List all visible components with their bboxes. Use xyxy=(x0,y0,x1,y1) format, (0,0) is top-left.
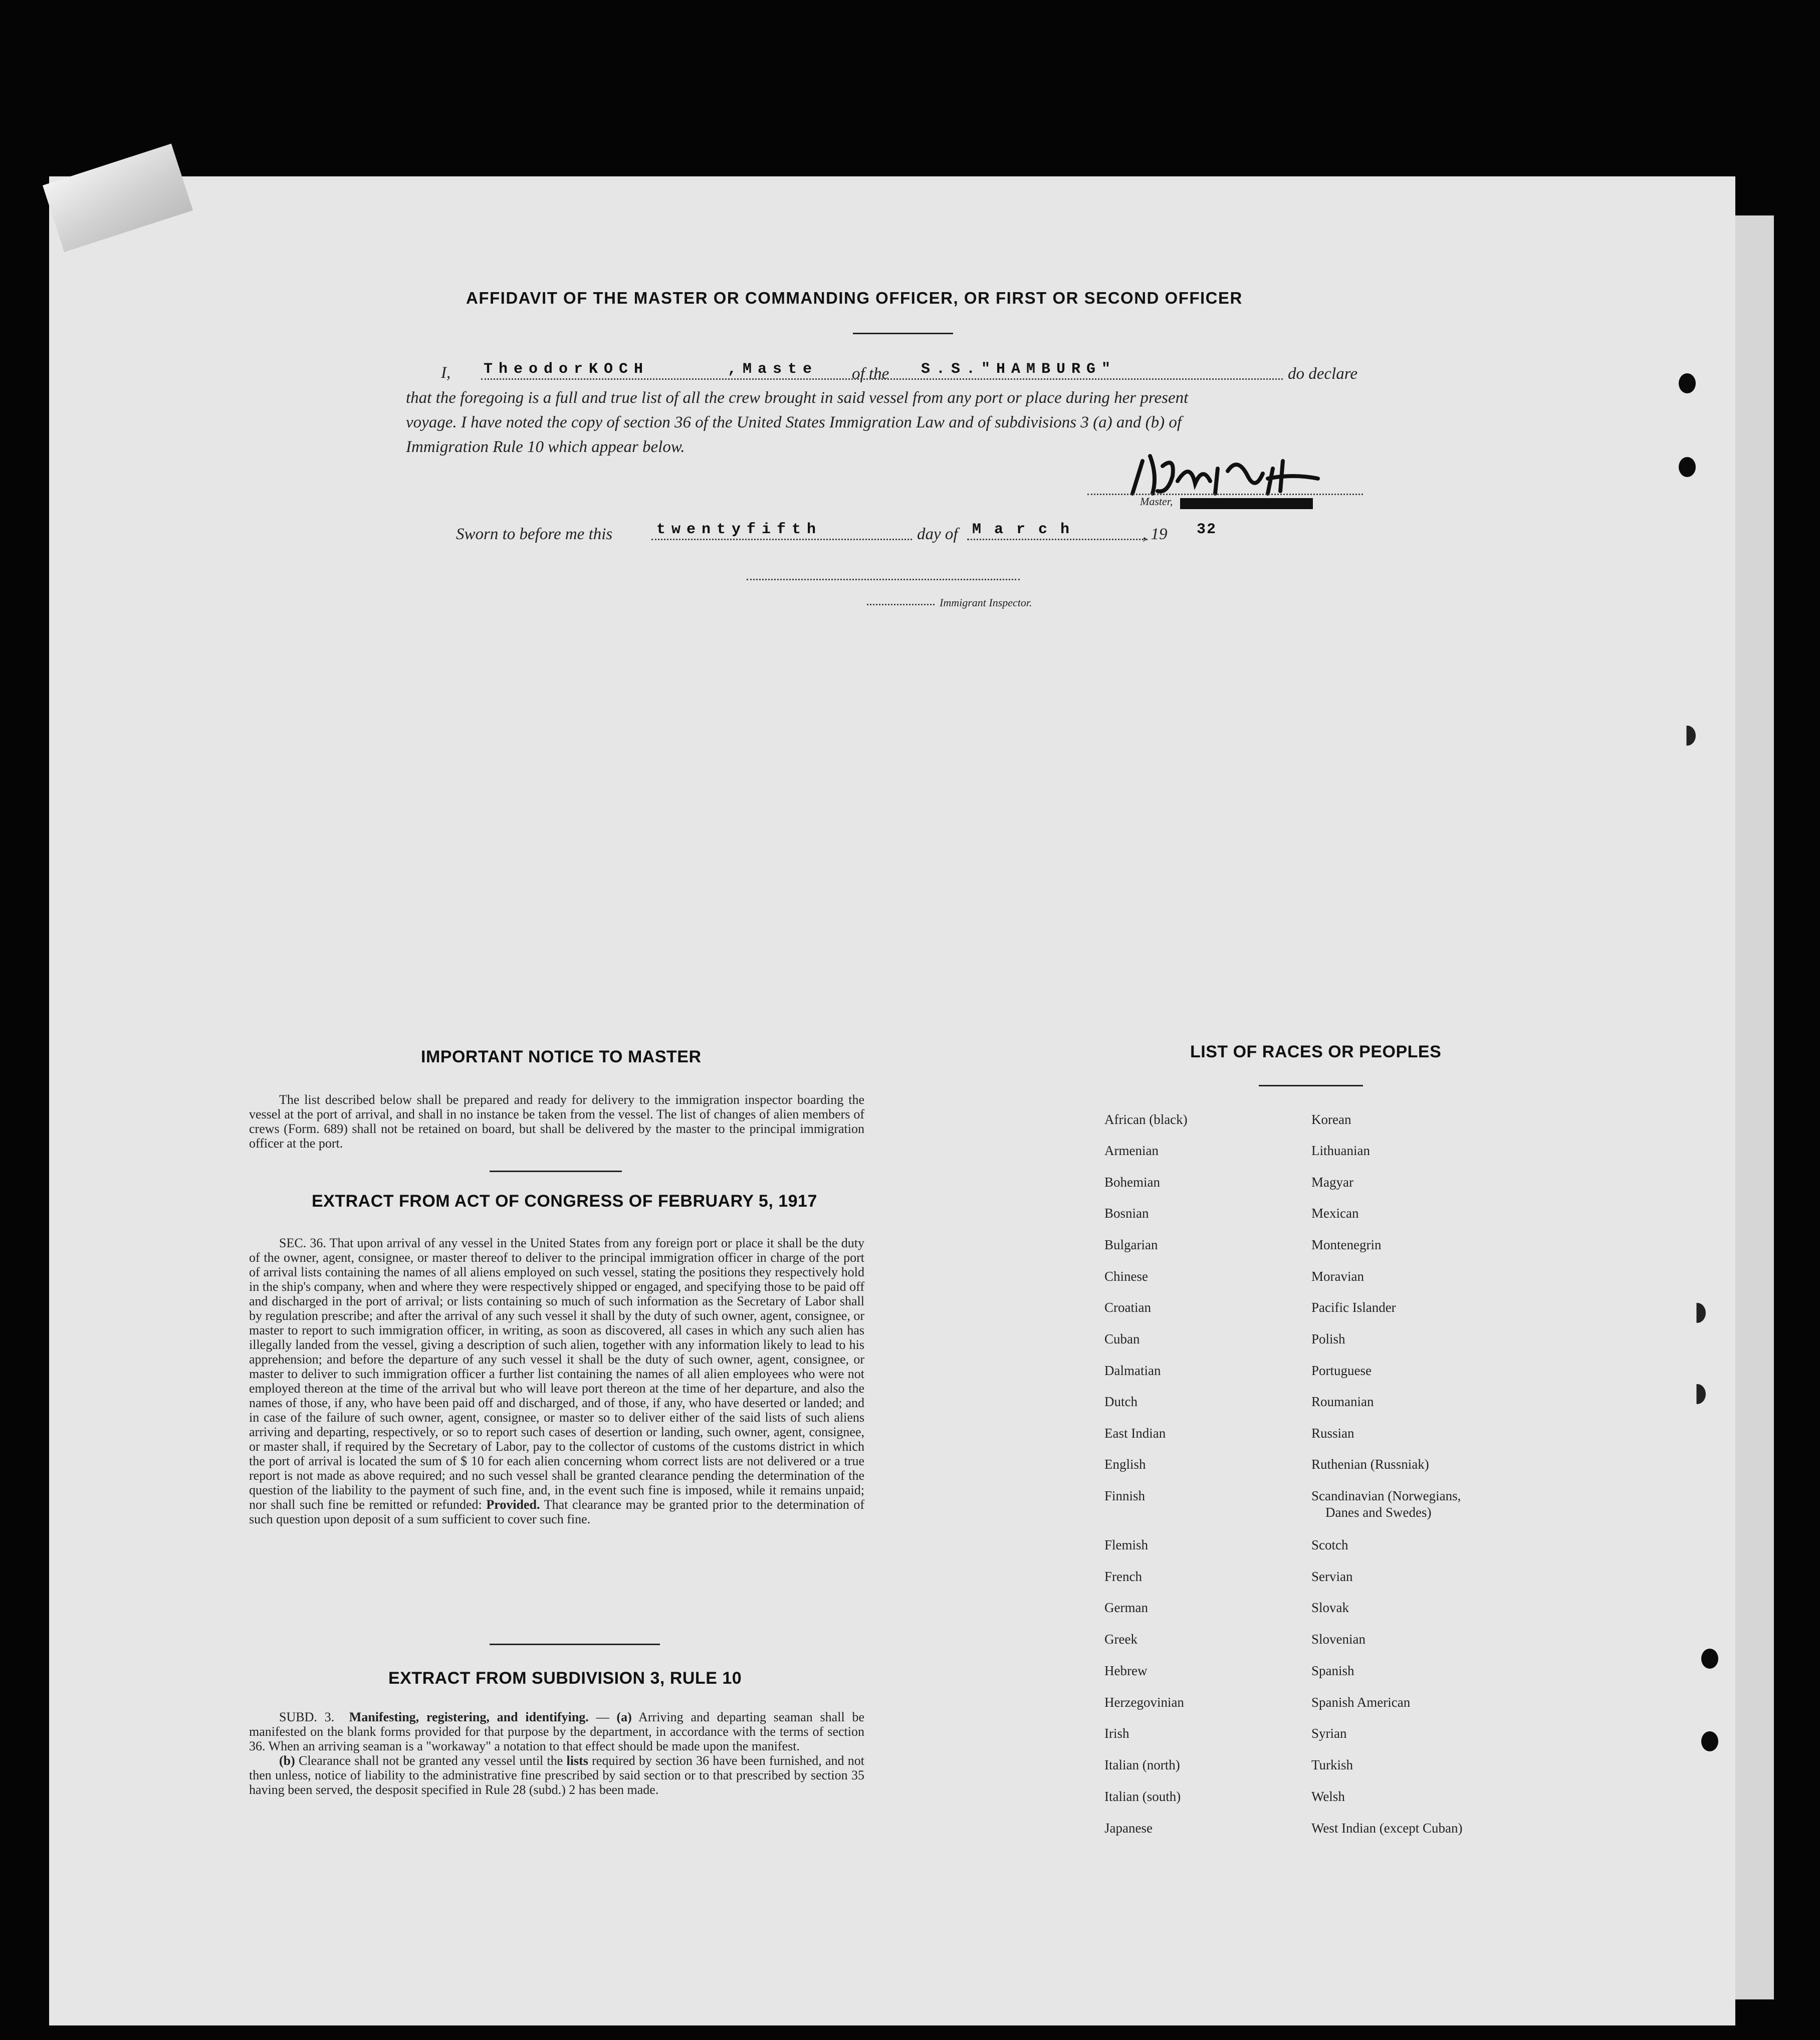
affidavit-title: AFFIDAVIT OF THE MASTER OR COMMANDING OFFICER, OR FIRST OR SECOND OFFICER xyxy=(466,289,1243,307)
race-item-left: Armenian xyxy=(1104,1143,1159,1158)
subd-dash: — xyxy=(596,1710,609,1724)
race-item-left: Dutch xyxy=(1104,1394,1138,1409)
race-item-left: English xyxy=(1104,1457,1146,1472)
affidavit-of-the: of the xyxy=(852,365,889,383)
race-item-right: Welsh xyxy=(1311,1789,1345,1804)
vessel-name: S.S."HAMBURG" xyxy=(921,361,1117,378)
punch-hole xyxy=(1679,457,1696,477)
subd-title: EXTRACT FROM SUBDIVISION 3, RULE 10 xyxy=(388,1669,742,1688)
subd-a-text: Arriving and departing seaman shall be manifested on the blank forms provided for that purpose by the department, in accordance with the terms of section 36. When an arriving seaman is a "workaway" a notation to that effect should be made upon the manifest. xyxy=(249,1710,865,1753)
divider xyxy=(853,333,953,334)
race-item-right: Slovak xyxy=(1311,1600,1349,1615)
sworn-month: March xyxy=(972,521,1083,538)
punch-hole xyxy=(1701,1649,1718,1669)
inspector-label: Immigrant Inspector. xyxy=(940,596,1032,609)
race-item-left: Italian (south) xyxy=(1104,1789,1181,1804)
punch-hole xyxy=(1689,1303,1706,1323)
race-item-left: Herzegovinian xyxy=(1104,1695,1184,1710)
subd-b-bold: lists xyxy=(566,1753,588,1768)
race-item-right: Lithuanian xyxy=(1311,1143,1370,1158)
race-item-right: Slovenian xyxy=(1311,1632,1366,1647)
redaction-bar xyxy=(1180,498,1313,509)
act-paragraph-end: That clearance may be granted prior to the determination of such question upon deposit of a sum sufficient to cover such fine. xyxy=(249,1497,865,1526)
race-item-right: Pacific Islander xyxy=(1311,1300,1396,1315)
divider xyxy=(490,1171,622,1172)
affidavit-do-declare: do declare xyxy=(1288,365,1357,383)
page-edge xyxy=(1734,215,1774,1999)
race-item-left: Bohemian xyxy=(1104,1175,1160,1190)
subd-b-text: Clearance shall not be granted any vessel until the xyxy=(299,1753,563,1768)
race-item-right: Ruthenian (Russniak) xyxy=(1311,1457,1429,1472)
race-item-right-continuation: Danes and Swedes) xyxy=(1325,1505,1432,1520)
act-paragraph: SEC. 36. That upon arrival of any vessel in the United States from any foreign port or place it shall be the duty of the owner, agent, consignee, or master thereof to deliver to the principal immigration officer in charge of the port of arrival lists containing the names of all aliens employed on such vessel, stating the positions they respectively hold in the ship's company, when and where they were respectively shipped or engaged, and specifying those to be paid off and discharged in the port of arrival; or lists containing so much of such information as the Secretary of Labor shall by regulation prescribe; and after the arrival of any such vessel it shall by the duty of such owner, agent, consignee, or master to report to such immigration officer, in writing, as soon as discovered, all cases in which any such alien has illegally landed from the vessel, giving a description of such alien, together with any information likely to lead to his apprehension; and before the departure of any such vessel it shall be the duty of such owner, agent, consignee, or master to deliver to such immigration officer a further list containing the names of all alien employees who were not employed thereon at the time of the arrival but who will leave port thereon at the time of her departure, and also the names of those, if any, who have been paid off and discharged, and of those, if any, who have deserted or landed; and in case of the failure of such owner, agent, consignee, or master so to deliver either of the said lists of such aliens arriving and departing, respectively, or so to report such cases of desertion or landing, such owner, agent, consignee, or master shall, if required by the Secretary of Labor, pay to the collector of customs of the customs district in which the port of arrival is located the sum of $ 10 for each alien concerning whom correct lists are not delivered or a true report is not made as above required; and no such vessel shall be granted clearance pending the determination of the question of the liability to the payment of such fine, and, in the event such fine is imposed, while it remains unpaid; nor shall such fine be remitted or refunded: xyxy=(249,1236,864,1512)
race-item-left: East Indian xyxy=(1104,1426,1166,1441)
race-item-right: Scandinavian (Norwegians, xyxy=(1311,1488,1461,1503)
affidavit-line-4: Immigration Rule 10 which appear below. xyxy=(406,438,685,456)
act-title: EXTRACT FROM ACT OF CONGRESS OF FEBRUARY 5, 1917 xyxy=(312,1192,817,1211)
master-label: Master, xyxy=(1140,495,1173,508)
race-item-right: Russian xyxy=(1311,1426,1354,1441)
race-item-left: German xyxy=(1104,1600,1148,1615)
race-item-right: Portuguese xyxy=(1311,1363,1372,1378)
master-rank: ,Maste xyxy=(728,361,818,378)
notice-text xyxy=(249,1092,864,1151)
fill-line xyxy=(481,378,1283,380)
subd-b-label: (b) xyxy=(279,1753,295,1768)
race-item-left: Cuban xyxy=(1104,1331,1140,1346)
punch-hole xyxy=(1689,1384,1706,1404)
race-item-left: Dalmatian xyxy=(1104,1363,1161,1378)
subd-b-text-end: required by section 36 have been furnished, and not then unless, notice of liability to the administrative fine prescribed by said section or to that prescribed by section 35 having been served, the desposit specified in Rule 28 (subd.) 2 has been made. xyxy=(249,1753,864,1797)
race-item-right: Magyar xyxy=(1311,1175,1353,1190)
affidavit-line-2: that the foregoing is a full and true list of all the crew brought in said vessel from any port or place during her present xyxy=(406,389,1189,407)
notice-paragraph: The list described below shall be prepared and ready for delivery to the immigration inspector boarding the vessel at the port of arrival, and shall in no instance be taken from the vessel. The list of changes of alien members of crews (Form. 689) shall not be retained on board, but shall be delivered by the master to the principal immigration officer at the port. xyxy=(249,1092,864,1151)
race-item-left: Greek xyxy=(1104,1632,1138,1647)
race-item-right: Moravian xyxy=(1311,1269,1364,1284)
race-item-left: Japanese xyxy=(1104,1821,1153,1836)
inspector-signature-line xyxy=(747,579,1020,580)
sworn-year: 32 xyxy=(1197,521,1217,538)
divider xyxy=(490,1644,660,1645)
master-name: TheodorKOCH xyxy=(484,361,649,378)
race-item-right: Syrian xyxy=(1311,1726,1347,1741)
race-item-right: Korean xyxy=(1311,1112,1351,1127)
race-item-left: Hebrew xyxy=(1104,1663,1148,1678)
race-item-left: African (black) xyxy=(1104,1112,1188,1127)
races-title: LIST OF RACES OR PEOPLES xyxy=(1190,1042,1442,1061)
race-item-right: Montenegrin xyxy=(1311,1237,1382,1252)
race-item-right: Turkish xyxy=(1311,1757,1353,1772)
subd-a-label: (a) xyxy=(616,1710,632,1724)
affidavit-i: I, xyxy=(441,364,451,382)
race-item-left: Bulgarian xyxy=(1104,1237,1158,1252)
subd-prefix: SUBD. 3. xyxy=(279,1710,335,1724)
race-item-right: Spanish American xyxy=(1311,1695,1411,1710)
act-text xyxy=(249,1236,864,1526)
race-item-left: French xyxy=(1104,1569,1142,1584)
race-item-left: Italian (north) xyxy=(1104,1757,1180,1772)
act-provided: Provided. xyxy=(486,1497,540,1512)
race-item-left: Bosnian xyxy=(1104,1206,1149,1221)
signature-line xyxy=(1087,494,1363,495)
race-item-left: Croatian xyxy=(1104,1300,1151,1315)
race-item-right: West Indian (except Cuban) xyxy=(1311,1821,1463,1836)
race-item-left: Chinese xyxy=(1104,1269,1148,1284)
fill-line xyxy=(967,539,1148,540)
sworn-prefix: Sworn to before me this xyxy=(456,525,613,543)
punch-hole xyxy=(1679,373,1696,393)
divider xyxy=(1259,1085,1363,1086)
punch-hole xyxy=(1701,1731,1718,1751)
race-item-right: Spanish xyxy=(1311,1663,1354,1678)
fill-line xyxy=(867,604,935,605)
race-item-right: Polish xyxy=(1311,1331,1345,1346)
race-item-right: Mexican xyxy=(1311,1206,1359,1221)
sworn-year-prefix: , 19 xyxy=(1143,525,1168,543)
sworn-day-of: day of xyxy=(917,525,958,543)
notice-title: IMPORTANT NOTICE TO MASTER xyxy=(421,1047,702,1066)
subd-text xyxy=(249,1710,864,1797)
race-item-left: Finnish xyxy=(1104,1488,1146,1503)
race-item-right: Scotch xyxy=(1311,1537,1348,1552)
fill-line xyxy=(651,539,912,540)
sworn-day: twentyfifth xyxy=(656,521,822,538)
race-item-left: Flemish xyxy=(1104,1537,1149,1552)
affidavit-line-3: voyage. I have noted the copy of section 36 of the United States Immigration Law and of subdivisions 3 (a) and (b) of xyxy=(406,413,1182,431)
subd-heading: Manifesting, registering, and identifying. xyxy=(349,1710,589,1724)
race-item-left: Irish xyxy=(1104,1726,1129,1741)
race-item-right: Roumanian xyxy=(1311,1394,1374,1409)
race-item-right: Servian xyxy=(1311,1569,1353,1584)
punch-hole xyxy=(1679,726,1696,746)
